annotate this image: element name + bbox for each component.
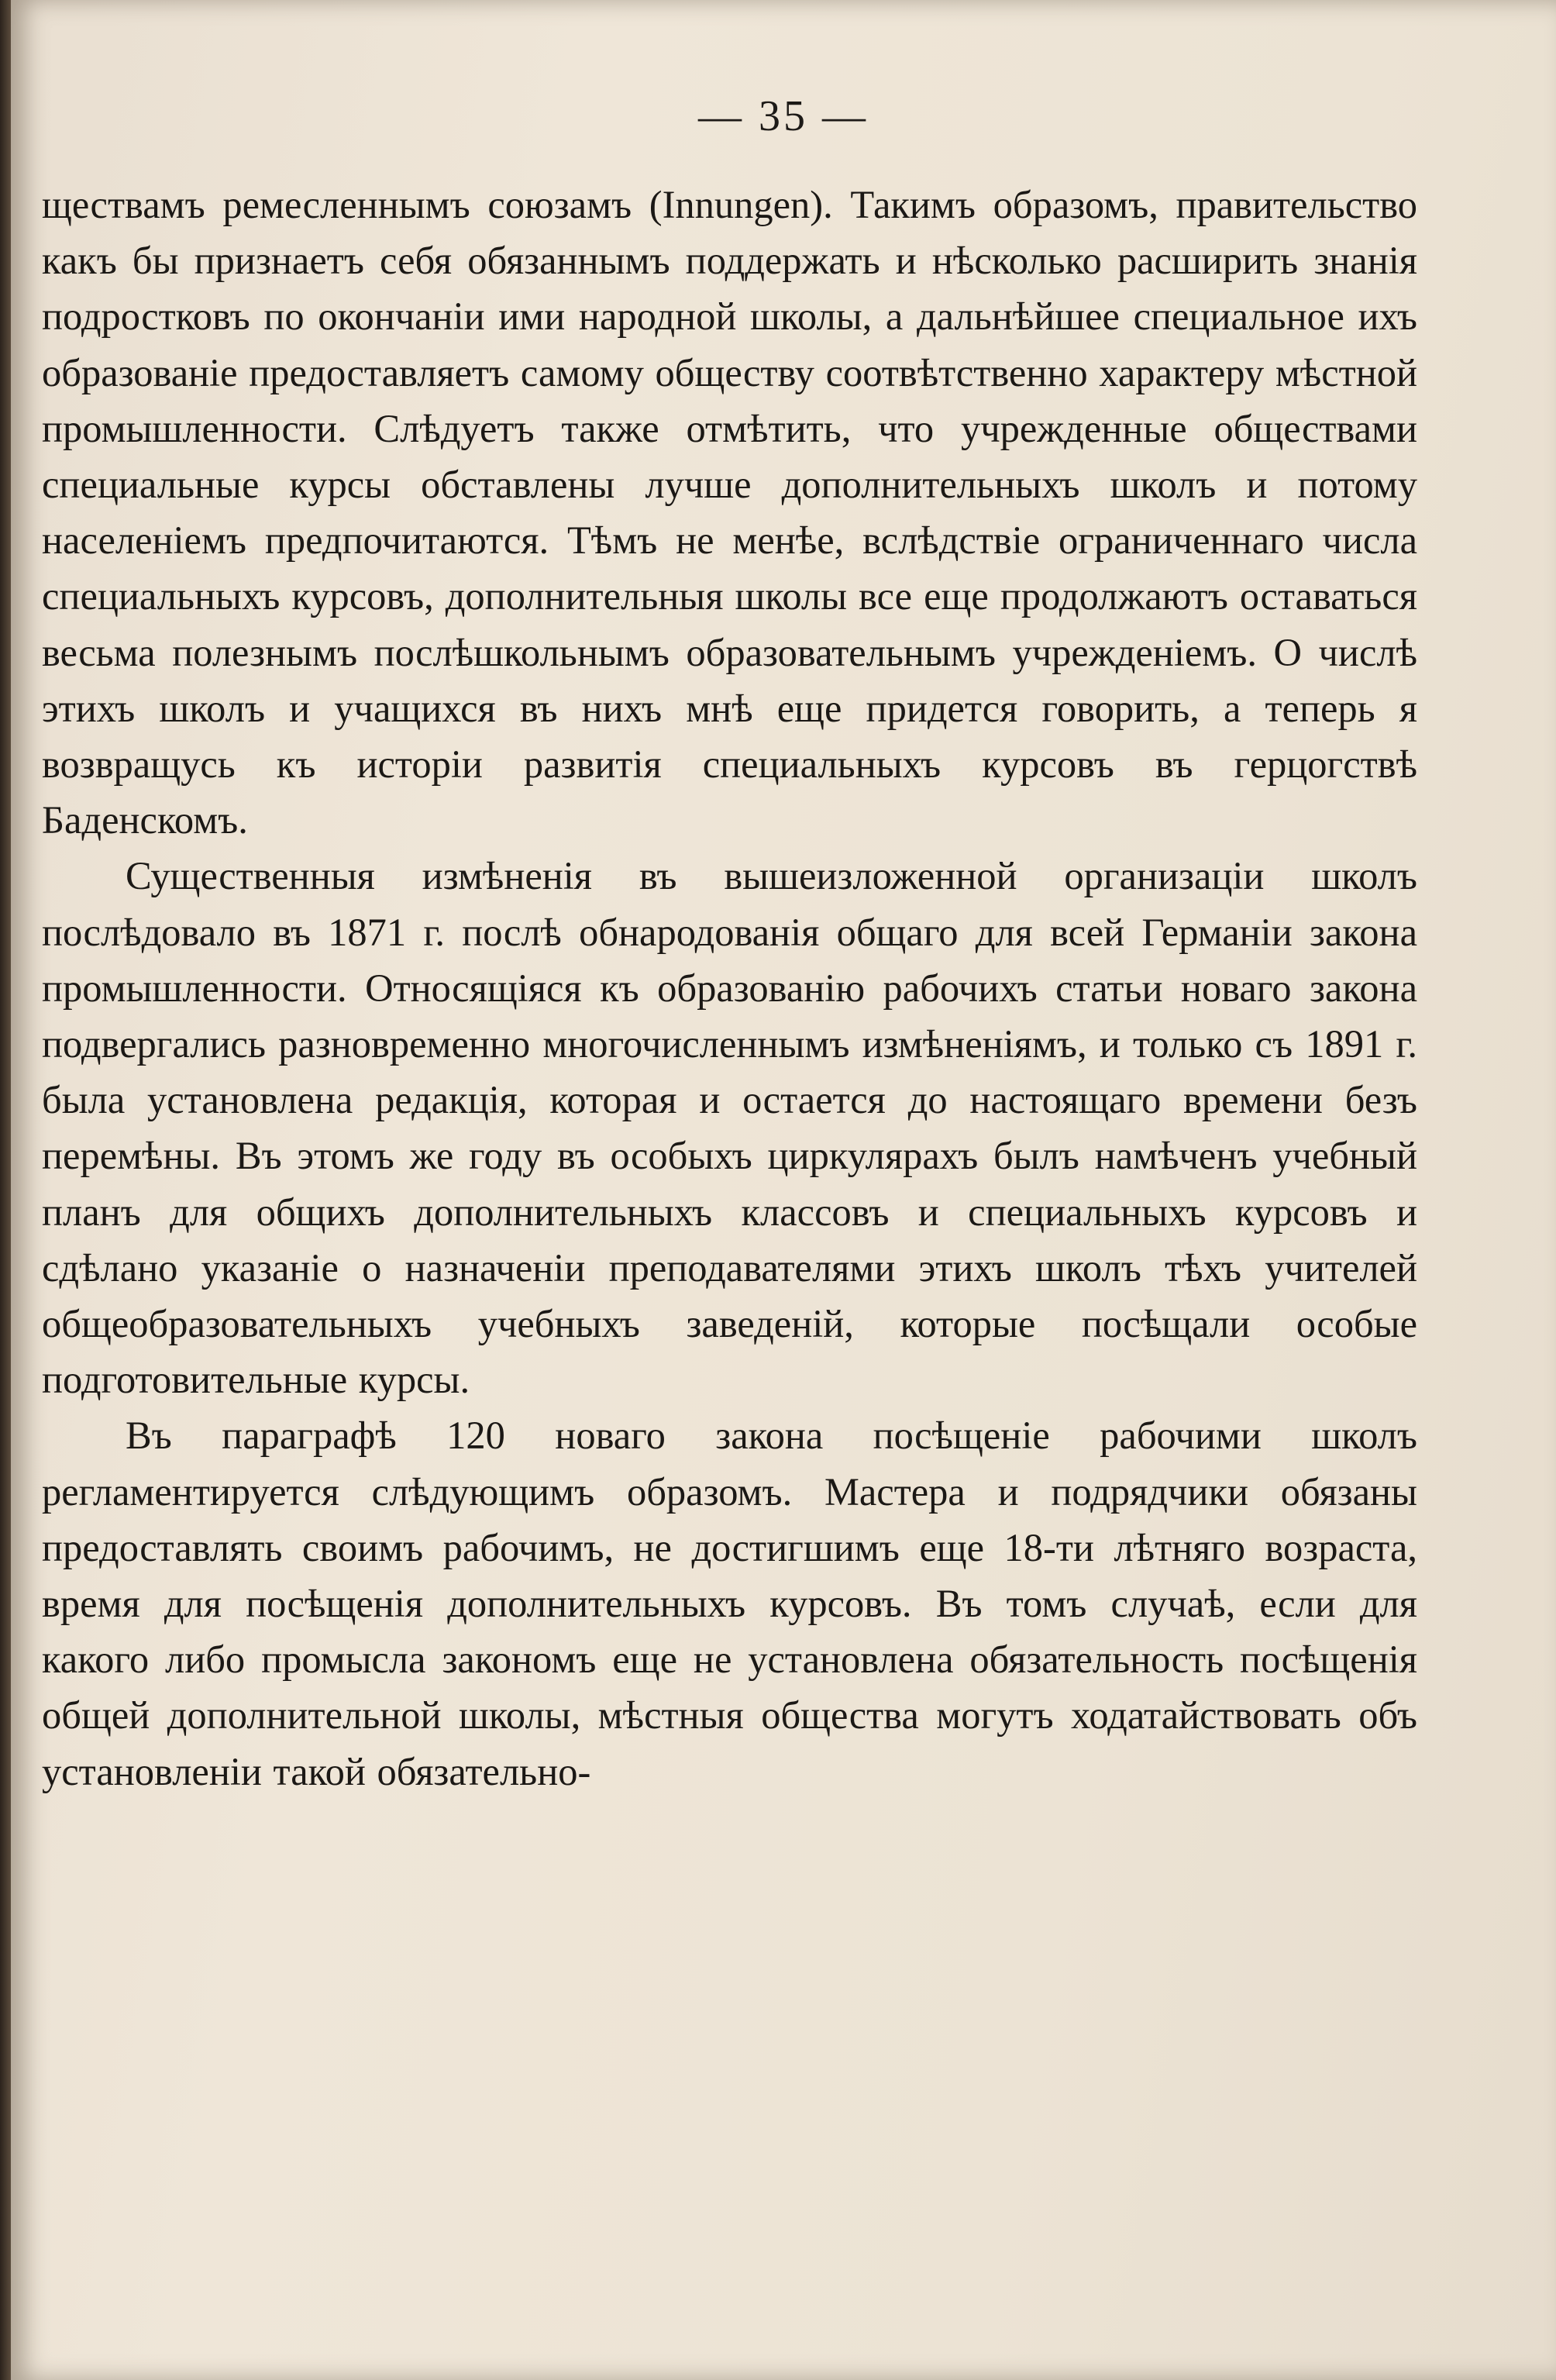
paragraph-3: Въ параграфѣ 120 новаго закона посѣщеніе рабочими школъ регламентируется слѣдующимъ образомъ. Мастера и подрядчики обязаны предоставлять своимъ рабочимъ, не достигшимъ еще 18-ти лѣтняго возраста, время для посѣщенія дополнительныхъ курсовъ. Въ томъ случаѣ, если для какого либо промысла закономъ еще не установлена обязательность посѣщенія общей дополнительной школы, мѣстныя общества могутъ ходатайствовать объ установленіи такой обязательно-: [42, 1414, 1417, 1793]
book-spine-shadow: [0, 0, 11, 2380]
paragraph-2: Существенныя измѣненія въ вышеизложенной организаціи школъ послѣдовало въ 1871 г. послѣ обнародованія общаго для всей Германіи закона промышленности. Относящіяся къ образованію рабочихъ статьи новаго закона подвергались разновременно многочисленнымъ измѣненіямъ, и только съ 1891 г. была установлена редакція, которая и остается до настоящаго времени безъ перемѣны. Въ этомъ же году въ особыхъ циркулярахъ былъ намѣченъ учебный планъ для общихъ дополнительныхъ классовъ и специальныхъ курсовъ и сдѣлано указаніе о назначеніи преподавателями этихъ школъ тѣхъ учителей общеобразовательныхъ учебныхъ заведеній, которые посѣщали особые подготовительные курсы.: [42, 854, 1417, 1402]
page-number: — 35 —: [698, 92, 869, 140]
book-page: [11, 0, 1556, 2380]
page-body: [42, 177, 1417, 1800]
paragraph-1: ществамъ ремесленнымъ союзамъ (Innungen). Такимъ образомъ, правительство какъ бы признаетъ себя обязаннымъ поддержать и нѣсколько расширить знанія подростковъ по окончаніи ими народной школы, а дальнѣйшее специальное ихъ образованіе предоставляетъ самому обществу соотвѣтственно характеру мѣстной промышленности. Слѣдуетъ также отмѣтить, что учрежденные обществами специальные курсы обставлены лучше дополнительныхъ школъ и потому населеніемъ предпочитаются. Тѣмъ не менѣе, вслѣдствіе ограниченнаго числа специальныхъ курсовъ, дополнительныя школы все еще продолжаютъ оставаться весьма полезнымъ послѣшкольнымъ образовательнымъ учрежденіемъ. О числѣ этихъ школъ и учащихся въ нихъ мнѣ еще придется говорить, а теперь я возвращусь къ исторіи развитія специальныхъ курсовъ въ герцогствѣ Баденскомъ.: [42, 183, 1417, 842]
